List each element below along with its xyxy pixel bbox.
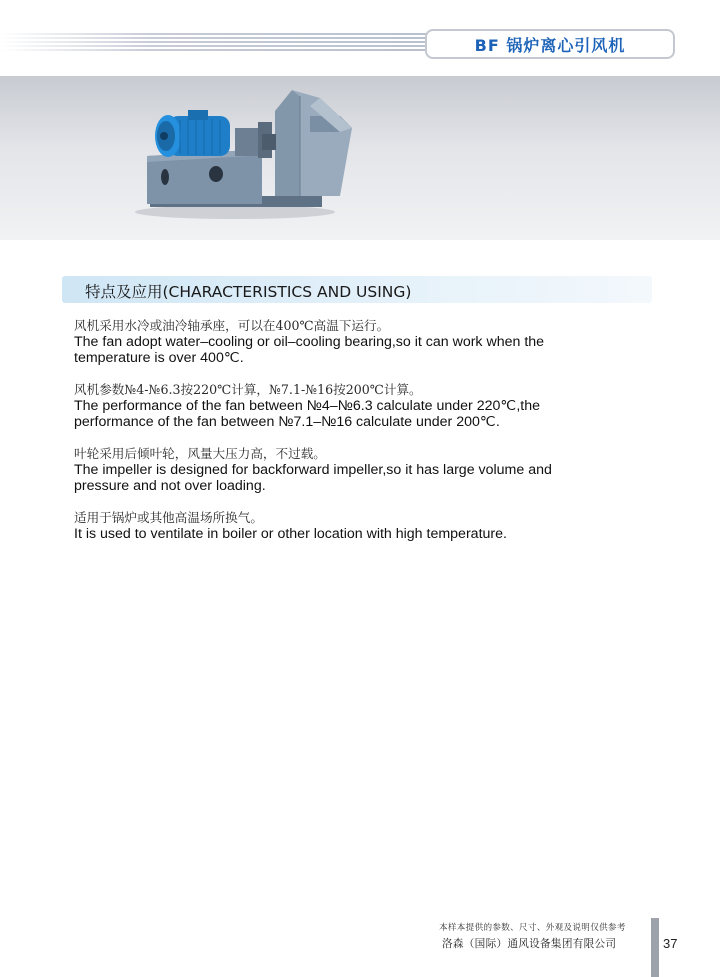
paragraph-english-line: pressure and not over loading. bbox=[74, 478, 266, 494]
section-title: 特点及应用(CHARACTERISTICS AND USING) bbox=[85, 283, 412, 301]
paragraph-english-line: It is used to ventilate in boiler or other location with high temperature. bbox=[74, 526, 507, 542]
footer-company-name: 洛森（国际）通风设备集团有限公司 bbox=[442, 938, 617, 950]
footer-divider-bar bbox=[651, 918, 659, 977]
paragraph-english-line: The impeller is designed for backforward impeller,so it has large volume and bbox=[74, 462, 552, 478]
page-title-box bbox=[425, 29, 675, 59]
paragraph-english-line: The fan adopt water–cooling or oil–cooling bearing,so it can work when the bbox=[74, 334, 545, 350]
centrifugal-fan-icon bbox=[0, 76, 720, 240]
paragraph-english-line: temperature is over 400℃. bbox=[74, 350, 244, 366]
paragraph-english-line: The performance of the fan between №4–№6.3 calculate under 220℃,the bbox=[74, 398, 540, 414]
product-banner bbox=[0, 76, 720, 240]
header-decoration bbox=[0, 30, 430, 56]
page-number: 37 bbox=[663, 936, 678, 951]
paragraph-chinese: 风机采用水冷或油冷轴承座，可以在400℃高温下运行。 bbox=[74, 318, 390, 333]
section-heading-bar bbox=[62, 276, 652, 303]
footer-disclaimer: 本样本提供的参数、尺寸、外观及说明仅供参考 bbox=[439, 923, 626, 933]
page-title: BF 锅炉离心引风机 bbox=[474, 35, 626, 55]
paragraph-english-line: performance of the fan between №7.1–№16 calculate under 200℃. bbox=[74, 414, 500, 430]
characteristic-paragraph bbox=[74, 446, 674, 494]
paragraph-chinese: 风机参数№4-№6.3按220℃计算，№7.1-№16按200℃计算。 bbox=[74, 382, 422, 397]
characteristic-paragraph bbox=[74, 510, 674, 542]
paragraph-chinese: 叶轮采用后倾叶轮，风量大压力高，不过载。 bbox=[74, 446, 326, 461]
paragraph-chinese: 适用于锅炉或其他高温场所换气。 bbox=[74, 510, 263, 525]
characteristic-paragraph bbox=[74, 382, 674, 430]
characteristic-paragraph bbox=[74, 318, 674, 366]
